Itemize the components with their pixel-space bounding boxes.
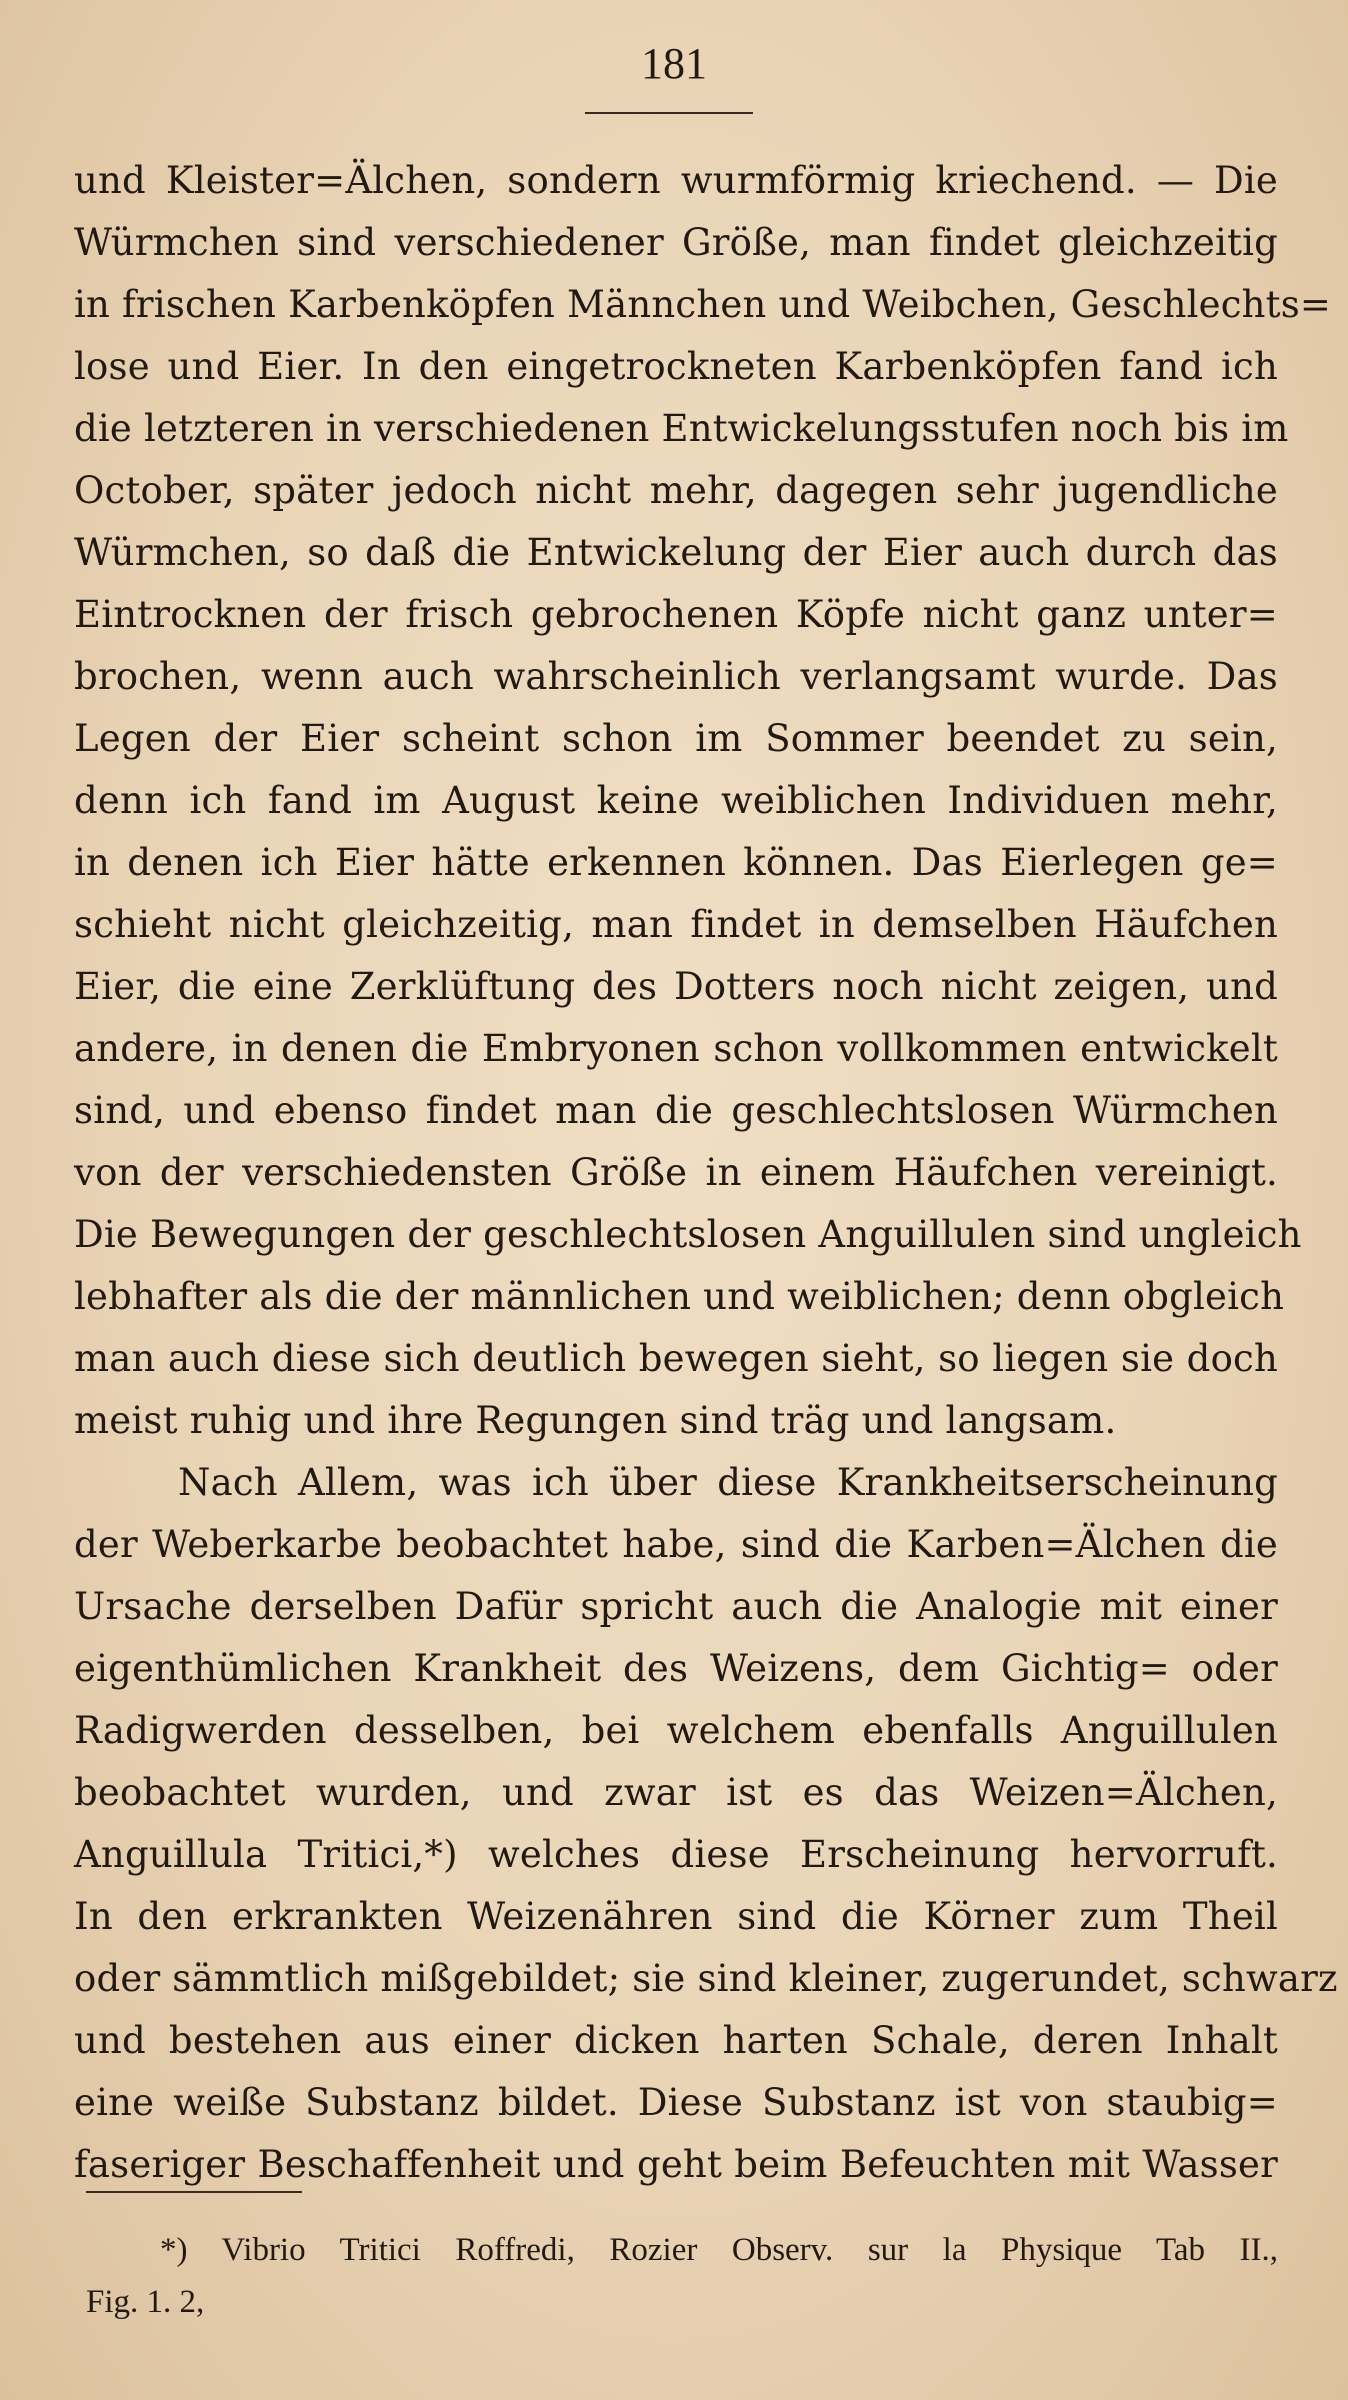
- text-line: October, später jedoch nicht mehr, dagegen sehr jugendliche: [74, 469, 1278, 512]
- paragraph-start-line: Nach Allem, was ich über diese Krankheitserscheinung: [178, 1461, 1278, 1504]
- text-line: Die Bewegungen der geschlechtslosen Anguillulen sind ungleich: [74, 1213, 1302, 1256]
- text-line: denn ich fand im August keine weiblichen Individuen mehr,: [74, 779, 1278, 822]
- text-line: sind, und ebenso findet man die geschlechtslosen Würmchen: [74, 1089, 1278, 1132]
- text-line: der Weberkarbe beobachtet habe, sind die Karben=Älchen die: [74, 1523, 1278, 1566]
- text-line: Würmchen sind verschiedener Größe, man findet gleichzeitig: [74, 221, 1278, 264]
- footnote-line: Fig. 1. 2,: [86, 2284, 205, 2320]
- text-line: eigenthümlichen Krankheit des Weizens, dem Gichtig= oder: [74, 1647, 1278, 1690]
- text-line: Radigwerden desselben, bei welchem ebenfalls Anguillulen: [74, 1709, 1278, 1752]
- page-number: 181: [641, 39, 707, 88]
- text-line: und Kleister=Älchen, sondern wurmförmig kriechend. — Die: [74, 159, 1278, 202]
- footnote-rule: [86, 2191, 302, 2193]
- text-line: die letzteren in verschiedenen Entwickelungsstufen noch bis im: [74, 407, 1289, 450]
- text-line: in denen ich Eier hätte erkennen können. Das Eierlegen ge=: [74, 841, 1278, 884]
- text-line: Würmchen, so daß die Entwickelung der Eier auch durch das: [74, 531, 1278, 574]
- text-line: von der verschiedensten Größe in einem Häufchen vereinigt.: [74, 1151, 1278, 1194]
- text-line: schieht nicht gleichzeitig, man findet in demselben Häufchen: [74, 903, 1278, 946]
- text-line: lose und Eier. In den eingetrockneten Karbenköpfen fand ich: [74, 345, 1278, 388]
- text-line: lebhafter als die der männlichen und weiblichen; denn obgleich: [74, 1275, 1285, 1318]
- text-line: man auch diese sich deutlich bewegen sieht, so liegen sie doch: [74, 1337, 1278, 1380]
- header-rule: [585, 112, 753, 114]
- text-line: in frischen Karbenköpfen Männchen und Weibchen, Geschlechts=: [74, 283, 1332, 326]
- text-line: brochen, wenn auch wahrscheinlich verlangsamt wurde. Das: [74, 655, 1278, 698]
- paragraph-end-line: meist ruhig und ihre Regungen sind träg und langsam.: [74, 1399, 1117, 1442]
- body-text: [74, 150, 1338, 2196]
- text-line: In den erkrankten Weizenähren sind die Körner zum Theil: [74, 1895, 1278, 1938]
- text-line: oder sämmtlich mißgebildet; sie sind kleiner, zugerundet, schwarz: [74, 1957, 1338, 2000]
- text-line: Anguillula Tritici,*) welches diese Erscheinung hervorruft.: [74, 1833, 1278, 1876]
- text-line: Eintrocknen der frisch gebrochenen Köpfe nicht ganz unter=: [74, 593, 1278, 636]
- text-line: und bestehen aus einer dicken harten Schale, deren Inhalt: [74, 2019, 1278, 2062]
- footnote: [86, 2224, 1278, 2328]
- footnote-line: *) Vibrio Tritici Roffredi, Rozier Observ. sur la Physique Tab II.,: [160, 2232, 1278, 2268]
- text-line: eine weiße Substanz bildet. Diese Substanz ist von staubig=: [74, 2081, 1278, 2124]
- text-line: beobachtet wurden, und zwar ist es das Weizen=Älchen,: [74, 1771, 1278, 1814]
- text-line: Legen der Eier scheint schon im Sommer beendet zu sein,: [74, 717, 1278, 760]
- text-line: faseriger Beschaffenheit und geht beim Befeuchten mit Wasser: [74, 2143, 1278, 2186]
- text-line: andere, in denen die Embryonen schon vollkommen entwickelt: [74, 1027, 1278, 1070]
- text-line: Eier, die eine Zerklüftung des Dotters noch nicht zeigen, und: [74, 965, 1278, 1008]
- text-line: Ursache derselben Dafür spricht auch die Analogie mit einer: [74, 1585, 1278, 1628]
